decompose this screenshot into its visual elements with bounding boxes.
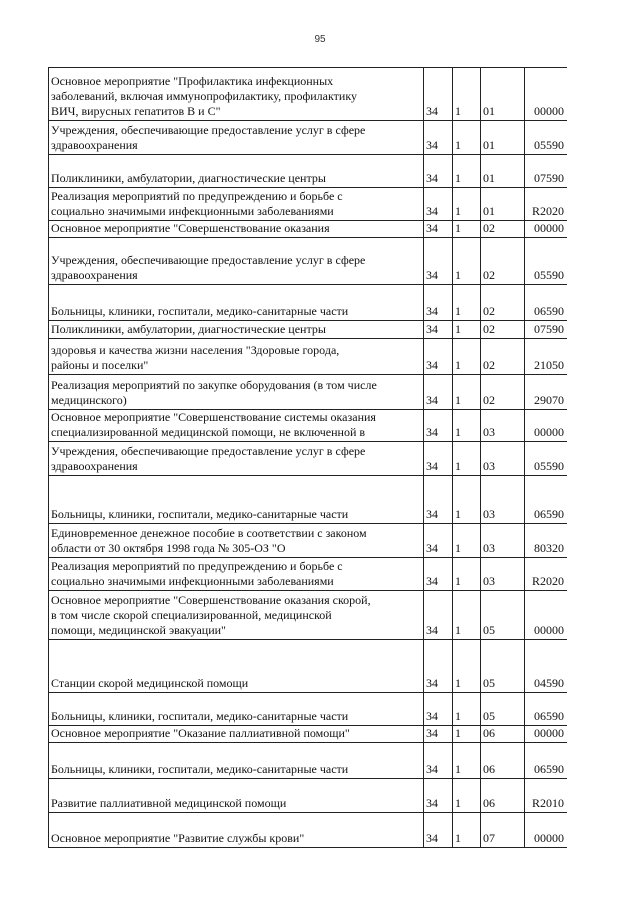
activity-code-cell: 03 [481, 442, 525, 475]
program-code-cell: 34 [424, 121, 453, 154]
subprogram-code-cell: 1 [453, 779, 481, 812]
direction-code-cell: 00000 [534, 104, 564, 118]
budget-classification-table [48, 67, 567, 848]
table-row [49, 285, 567, 321]
direction-code-cell: 05590 [534, 268, 564, 282]
expense-name-cell: Поликлиники, амбулатории, диагностические центры [49, 155, 424, 187]
direction-code-cell: 07590 [534, 322, 564, 336]
direction-code-cell: 06590 [534, 762, 564, 776]
expense-name-cell: Учреждения, обеспечивающие предоставление услуг в сфере здравоохранения [49, 238, 424, 284]
table-row [49, 726, 567, 743]
expense-name-cell: Больницы, клиники, госпитали, медико-санитарные части [49, 285, 424, 320]
subprogram-code-cell: 1 [453, 743, 481, 778]
activity-code-cell: 01 [481, 188, 525, 220]
direction-code-cell: 04590 [534, 676, 564, 690]
program-code-cell: 34 [424, 476, 453, 523]
table-row [49, 640, 567, 693]
program-code-cell: 34 [424, 591, 453, 639]
activity-code-cell: 06 [481, 726, 525, 742]
subprogram-code-cell: 1 [453, 476, 481, 523]
subprogram-code-cell: 1 [453, 524, 481, 557]
subprogram-code-cell: 1 [453, 188, 481, 220]
direction-code-cell: 00000 [534, 425, 564, 439]
activity-code-cell: 02 [481, 285, 525, 320]
activity-code-cell: 01 [481, 155, 525, 187]
expense-name-cell: Больницы, клиники, госпитали, медико-санитарные части [49, 743, 424, 778]
activity-code-cell: 05 [481, 693, 525, 725]
table-row [49, 221, 567, 238]
direction-code-cell: 21050 [534, 358, 564, 372]
table-row [49, 779, 567, 813]
subprogram-code-cell: 1 [453, 726, 481, 742]
table-row [49, 375, 567, 410]
expense-name-cell: Учреждения, обеспечивающие предоставление услуг в сфере здравоохранения [49, 121, 424, 154]
expense-name-cell: Реализация мероприятий по предупреждению и борьбе с социально значимыми инфекционными заболеваниями [49, 558, 424, 590]
expense-name-cell: Учреждения, обеспечивающие предоставление услуг в сфере здравоохранения [49, 442, 424, 475]
activity-code-cell: 06 [481, 743, 525, 778]
activity-code-cell: 02 [481, 321, 525, 338]
direction-code-cell: 06590 [534, 507, 564, 521]
expense-name-cell: Основное мероприятие "Развитие службы крови" [49, 813, 424, 847]
subprogram-code-cell: 1 [453, 442, 481, 475]
direction-code-cell: 07590 [534, 171, 564, 185]
expense-name-cell: Основное мероприятие "Профилактика инфекционных заболеваний, включая иммунопрофилактику, профилактику ВИЧ, вирусных гепатитов В и С" [49, 68, 424, 120]
direction-code-cell: R2020 [531, 574, 564, 588]
activity-code-cell: 03 [481, 558, 525, 590]
activity-code-cell: 06 [481, 779, 525, 812]
table-row [49, 339, 567, 375]
direction-code-cell: 00000 [534, 623, 564, 637]
subprogram-code-cell: 1 [453, 693, 481, 725]
direction-code-cell: 00000 [534, 726, 564, 740]
table-row [49, 558, 567, 591]
expense-name-cell: Единовременное денежное пособие в соответствии с законом области от 30 октября 1998 года № 305-ОЗ "О [49, 524, 424, 557]
subprogram-code-cell: 1 [453, 813, 481, 847]
direction-code-cell: R2020 [531, 204, 564, 218]
program-code-cell: 34 [424, 221, 453, 237]
table-row [49, 442, 567, 476]
expense-name-cell: Больницы, клиники, госпитали, медико-санитарные части [49, 693, 424, 725]
program-code-cell: 34 [424, 410, 453, 441]
activity-code-cell: 02 [481, 238, 525, 284]
expense-name-cell: Развитие паллиативной медицинской помощи [49, 779, 424, 812]
subprogram-code-cell: 1 [453, 68, 481, 120]
program-code-cell: 34 [424, 558, 453, 590]
activity-code-cell: 05 [481, 640, 525, 692]
table-row [49, 121, 567, 155]
subprogram-code-cell: 1 [453, 640, 481, 692]
expense-name-cell: Основное мероприятие "Совершенствование системы оказания специализированной медицинской помощи, не включенной в [49, 410, 424, 441]
table-row [49, 188, 567, 221]
program-code-cell: 34 [424, 238, 453, 284]
subprogram-code-cell: 1 [453, 285, 481, 320]
program-code-cell: 34 [424, 779, 453, 812]
direction-code-cell: 80320 [534, 541, 564, 555]
program-code-cell: 34 [424, 339, 453, 374]
activity-code-cell: 02 [481, 375, 525, 409]
expense-name-cell: Поликлиники, амбулатории, диагностические центры [49, 321, 424, 338]
activity-code-cell: 01 [481, 121, 525, 154]
program-code-cell: 34 [424, 524, 453, 557]
subprogram-code-cell: 1 [453, 339, 481, 374]
subprogram-code-cell: 1 [453, 238, 481, 284]
direction-code-cell: R2010 [531, 796, 564, 810]
expense-name-cell: здоровья и качества жизни населения "Здоровые города, районы и поселки" [49, 339, 424, 374]
table-row [49, 591, 567, 640]
direction-code-cell: 06590 [534, 709, 564, 723]
program-code-cell: 34 [424, 375, 453, 409]
expense-name-cell: Основное мероприятие "Оказание паллиативной помощи" [49, 726, 424, 742]
table-row [49, 743, 567, 779]
activity-code-cell: 05 [481, 591, 525, 639]
table-row [49, 476, 567, 524]
activity-code-cell: 02 [481, 221, 525, 237]
table-row [49, 813, 567, 848]
subprogram-code-cell: 1 [453, 375, 481, 409]
direction-code-cell: 29070 [534, 393, 564, 407]
subprogram-code-cell: 1 [453, 558, 481, 590]
table-row [49, 68, 567, 121]
activity-code-cell: 02 [481, 339, 525, 374]
table-row [49, 524, 567, 558]
direction-code-cell: 00000 [534, 221, 564, 235]
activity-code-cell: 01 [481, 68, 525, 120]
program-code-cell: 34 [424, 813, 453, 847]
expense-name-cell: Станции скорой медицинской помощи [49, 640, 424, 692]
direction-code-cell: 00000 [534, 831, 564, 845]
table-row [49, 321, 567, 339]
expense-name-cell: Реализация мероприятий по закупке оборудования (в том числе медицинского) [49, 375, 424, 409]
expense-name-cell: Реализация мероприятий по предупреждению и борьбе с социально значимыми инфекционными заболеваниями [49, 188, 424, 220]
subprogram-code-cell: 1 [453, 121, 481, 154]
program-code-cell: 34 [424, 155, 453, 187]
page-number: 95 [314, 34, 326, 45]
activity-code-cell: 03 [481, 476, 525, 523]
program-code-cell: 34 [424, 68, 453, 120]
expense-name-cell: Основное мероприятие "Совершенствование оказания [49, 221, 424, 237]
activity-code-cell: 03 [481, 410, 525, 441]
expense-name-cell: Основное мероприятие "Совершенствование оказания скорой, в том числе скорой специализированной, медицинской помощи, медицинской эвакуации" [49, 591, 424, 639]
activity-code-cell: 07 [481, 813, 525, 847]
table-row [49, 693, 567, 726]
program-code-cell: 34 [424, 321, 453, 338]
program-code-cell: 34 [424, 726, 453, 742]
direction-code-cell: 05590 [534, 138, 564, 152]
subprogram-code-cell: 1 [453, 221, 481, 237]
subprogram-code-cell: 1 [453, 591, 481, 639]
program-code-cell: 34 [424, 442, 453, 475]
subprogram-code-cell: 1 [453, 155, 481, 187]
program-code-cell: 34 [424, 188, 453, 220]
program-code-cell: 34 [424, 640, 453, 692]
table-row [49, 410, 567, 442]
direction-code-cell: 05590 [534, 459, 564, 473]
table-row [49, 238, 567, 285]
program-code-cell: 34 [424, 743, 453, 778]
program-code-cell: 34 [424, 693, 453, 725]
table-row [49, 155, 567, 188]
subprogram-code-cell: 1 [453, 321, 481, 338]
subprogram-code-cell: 1 [453, 410, 481, 441]
program-code-cell: 34 [424, 285, 453, 320]
expense-name-cell: Больницы, клиники, госпитали, медико-санитарные части [49, 476, 424, 523]
activity-code-cell: 03 [481, 524, 525, 557]
direction-code-cell: 06590 [534, 304, 564, 318]
